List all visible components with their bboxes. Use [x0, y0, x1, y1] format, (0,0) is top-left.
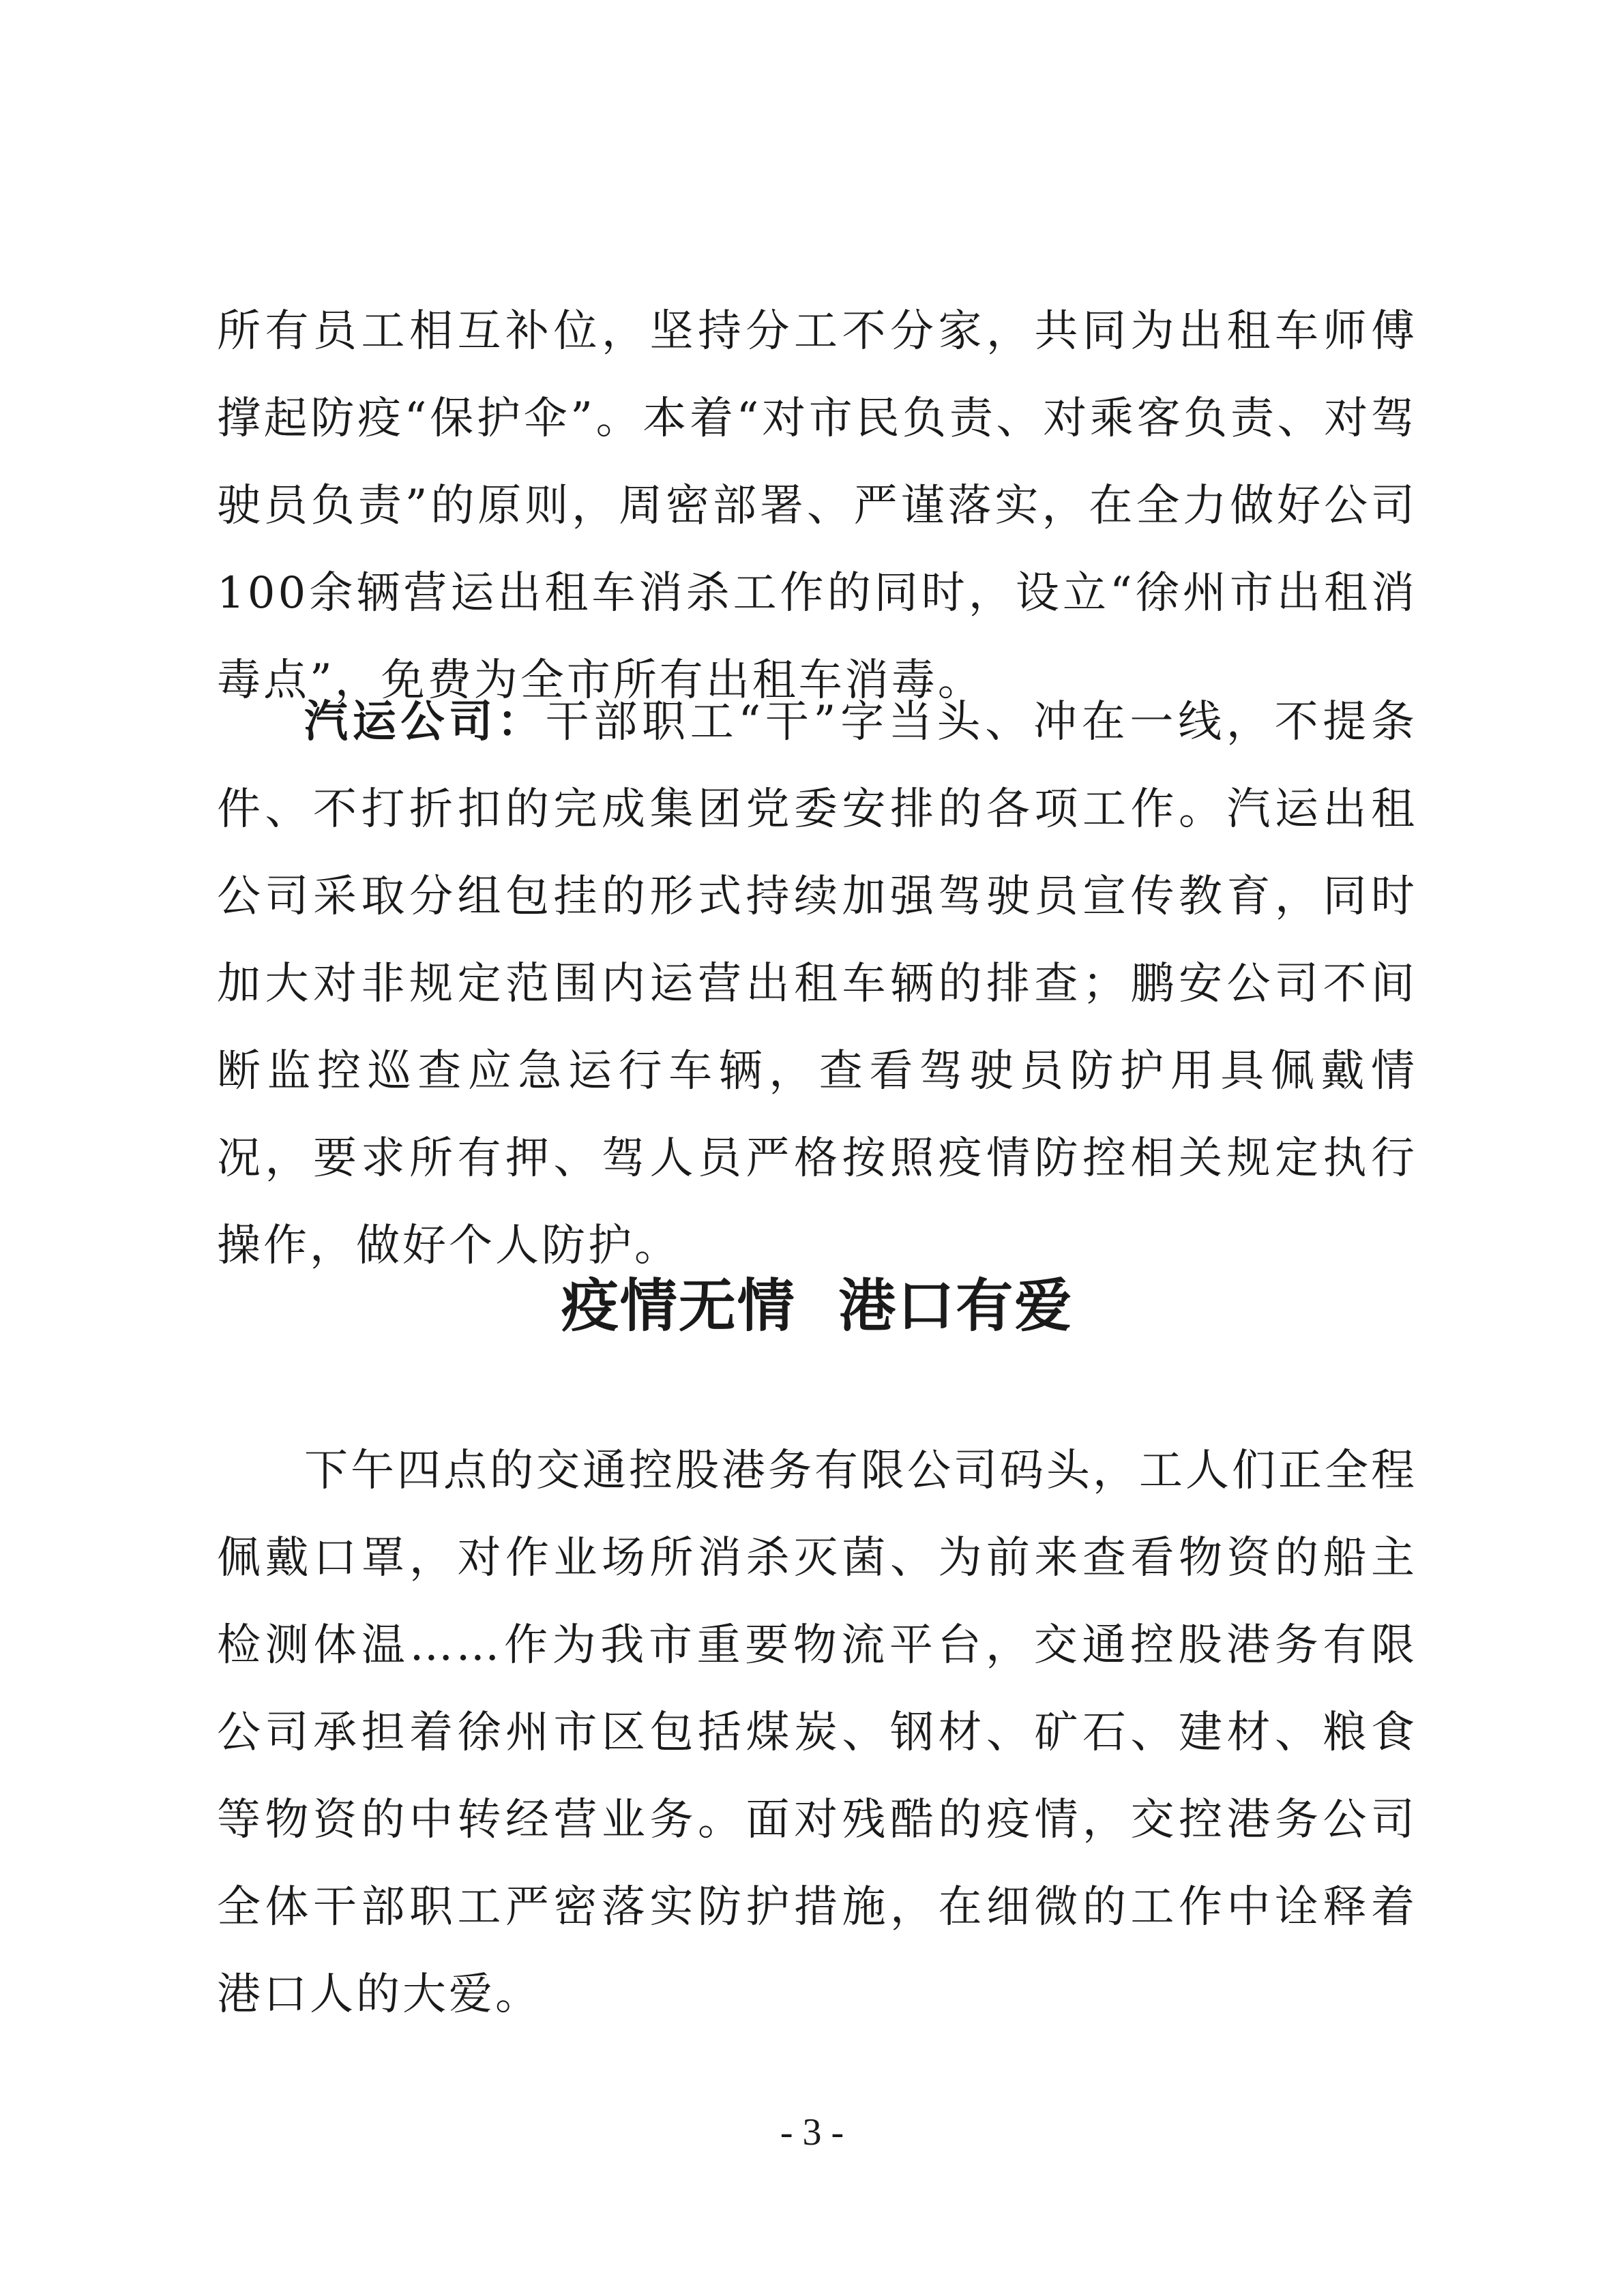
paragraph-bus-company-body: 干部职工“干”字当头、冲在一线，不提条件、不打折扣的完成集团党委安排的各项工作。汽运出租公司采取分组包挂的形式持续加强驾驶员宣传教育，同时加大对非规定范围内运营出租车辆的排查；鹏安公司不间断监控巡查应急运行车辆，查看驾驶员防护用具佩戴情况，要求所有押、驾人员严格按照疫情防控相关规定执行操作，做好个人防护。	[217, 697, 1418, 1271]
paragraph-lead-label: 汽运公司：	[304, 696, 546, 747]
page-number: - 3 -	[780, 2111, 844, 2153]
paragraph-bus-company	[217, 679, 1417, 1289]
paragraph-taxi-disinfection: 所有员工相互补位，坚持分工不分家，共同为出租车师傅撑起防疫“保护伞”。本着“对市民负责、对乘客负责、对驾驶员负责”的原则，周密部署、严谨落实，在全力做好公司100余辆营运出租车消杀工作的同时，设立“徐州市出租消毒点”，免费为全市所有出租车消毒。	[217, 306, 1417, 706]
section-title: 疫情无情 港口有爱	[561, 1272, 1074, 1339]
paragraph-port-company: 下午四点的交通控股港务有限公司码头，工人们正全程佩戴口罩，对作业场所消杀灭菌、为前来查看物资的船主检测体温……作为我市重要物流平台，交通控股港务有限公司承担着徐州市区包括煤炭、钢材、矿石、建材、粮食等物资的中转经营业务。面对残酷的疫情，交控港务公司全体干部职工严密落实防护措施，在细微的工作中诠释着港口人的大爱。	[217, 1446, 1417, 2020]
